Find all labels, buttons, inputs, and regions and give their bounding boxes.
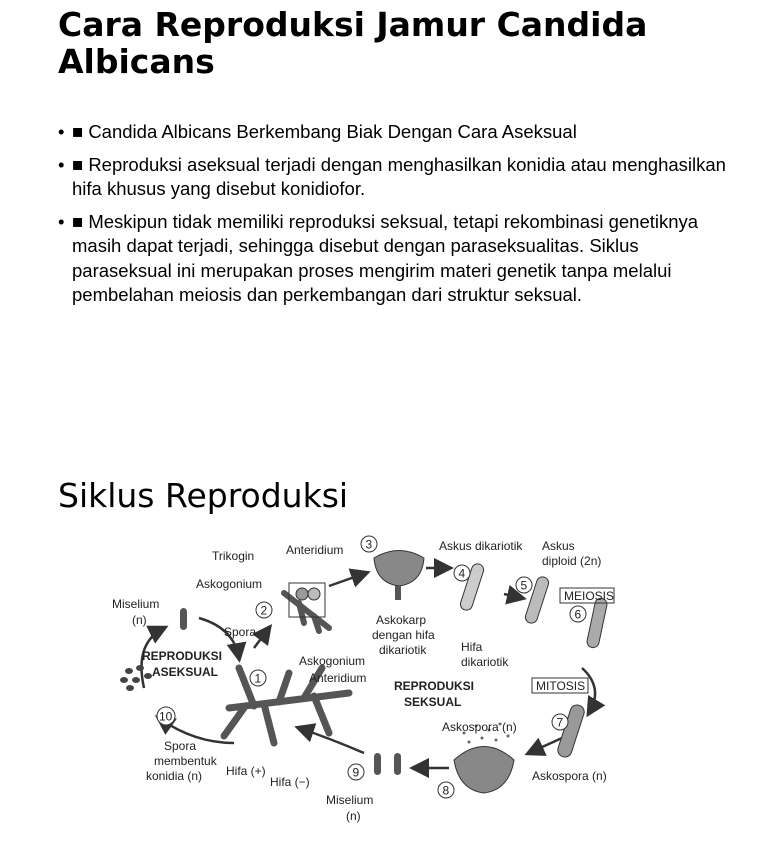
label-membentuk: membentuk bbox=[154, 754, 217, 768]
label-reproduksi-seksual: REPRODUKSI bbox=[394, 679, 475, 693]
step-marker bbox=[438, 782, 454, 798]
label-askogonium: Askogonium bbox=[196, 577, 263, 591]
label-miselium-n: (n) bbox=[132, 613, 147, 627]
step-markers bbox=[157, 536, 586, 798]
miselium-spore bbox=[180, 608, 187, 630]
label-hifa-minus: Hifa (−) bbox=[270, 775, 310, 789]
step-number: 10 bbox=[159, 709, 173, 724]
bullet-list bbox=[58, 120, 738, 316]
label-miselium-bottom: Miselium bbox=[326, 793, 374, 807]
label-meiosis: MEIOSIS bbox=[564, 589, 615, 603]
askokarp-top bbox=[289, 551, 424, 618]
step-marker bbox=[454, 565, 470, 581]
step-marker bbox=[570, 606, 586, 622]
label-askus-dikariotik: Askus dikariotik bbox=[439, 539, 523, 553]
bottom-miselium-spores bbox=[374, 753, 401, 775]
step-marker bbox=[516, 577, 532, 593]
step-number: 4 bbox=[458, 566, 466, 581]
step-number: 2 bbox=[260, 603, 268, 618]
label-konidia: konidia (n) bbox=[146, 769, 203, 783]
label-spora: Spora bbox=[224, 625, 257, 639]
label-mitosis: MITOSIS bbox=[536, 679, 586, 693]
step-number: 9 bbox=[352, 765, 360, 780]
reproduction-cycle-diagram bbox=[104, 528, 624, 833]
bullet-item: • ■ Reproduksi aseksual terjadi dengan menghasilkan konidia atau menghasilkan hifa khusus yang disebut konidiofor. bbox=[58, 153, 738, 202]
step-marker bbox=[256, 602, 272, 618]
label-hifa-plus: Hifa (+) bbox=[226, 764, 266, 778]
step-number: 1 bbox=[254, 671, 262, 686]
step-number: 8 bbox=[442, 783, 450, 798]
bullet-item: • ■ Candida Albicans Berkembang Biak Dengan Cara Aseksual bbox=[58, 120, 738, 145]
step-number: 6 bbox=[574, 607, 582, 622]
step-number: 3 bbox=[365, 537, 373, 552]
label-hifa: Hifa bbox=[461, 640, 483, 654]
label-anteridium: Anteridium bbox=[286, 543, 344, 557]
section-title: Siklus Reproduksi bbox=[58, 476, 349, 515]
step-marker bbox=[361, 536, 377, 552]
label-askokarp-hifa: dengan hifa bbox=[372, 628, 435, 642]
label-askogonium-mid: Askogonium bbox=[299, 654, 366, 668]
label-anteridium-mid: Anteridium bbox=[309, 671, 367, 685]
label-reproduksi-aseksual: REPRODUKSI bbox=[142, 649, 223, 663]
upper-hyphae bbox=[284, 593, 329, 631]
step-number: 5 bbox=[520, 578, 528, 593]
step-marker bbox=[250, 670, 266, 686]
label-askospora-top: Askospora (n) bbox=[442, 720, 517, 734]
label-aseksual: ASEKSUAL bbox=[152, 665, 219, 679]
label-miselium-bottom-n: (n) bbox=[346, 809, 361, 823]
bullet-item: • ■ Meskipun tidak memiliki reproduksi seksual, tetapi rekombinasi genetiknya masih dapat terjadi, sehingga disebut dengan paraseksualitas. Siklus paraseksual ini merupakan proses mengirim materi genetik tanpa melalui pembelahan meiosis dan perkembangan dari struktur seksual. bbox=[58, 210, 738, 308]
label-hifa-dikariotik: dikariotik bbox=[461, 655, 509, 669]
page-title: Cara Reproduksi Jamur Candida Albicans bbox=[58, 5, 648, 81]
label-spora-konidia: Spora bbox=[164, 739, 197, 753]
label-trikogin: Trikogin bbox=[212, 549, 255, 563]
label-seksual: SEKSUAL bbox=[404, 695, 462, 709]
label-askokarp-dikariotik: dikariotik bbox=[379, 643, 427, 657]
step-marker bbox=[348, 764, 364, 780]
step-number: 7 bbox=[556, 715, 564, 730]
label-miselium: Miselium bbox=[112, 597, 160, 611]
step-marker bbox=[157, 707, 175, 725]
label-askus-diploid: diploid (2n) bbox=[542, 554, 602, 568]
label-askokarp: Askokarp bbox=[376, 613, 427, 627]
sexual-cycle-arrows bbox=[299, 568, 595, 768]
step-marker bbox=[552, 714, 568, 730]
label-askospora-right: Askospora (n) bbox=[532, 769, 607, 783]
conidia-spores bbox=[120, 665, 152, 691]
label-askus: Askus bbox=[542, 539, 575, 553]
